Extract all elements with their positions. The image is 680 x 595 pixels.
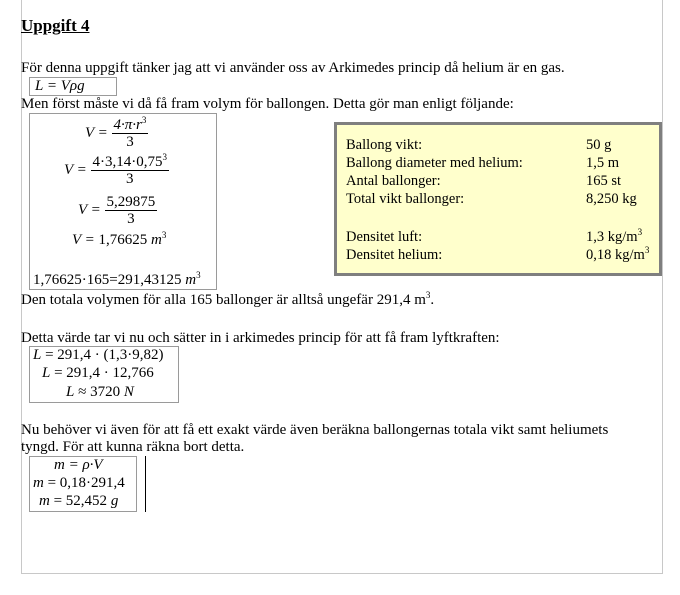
volume-calculation [29, 113, 217, 290]
info-value-helium-density-text: 0,18 kg/m [586, 247, 645, 263]
mass-step-2-expr: = 0,18·291,4 [47, 475, 125, 491]
mass-step-2: m = 0,18·291,4 [33, 475, 125, 491]
balloon-info-box [334, 122, 662, 276]
volume-step-1: V = $\frac{4\cdot\pi\cdot r^3}{3}$ [85, 115, 147, 150]
volume-total-expression: 1,76625·165=291,43125 [33, 272, 182, 288]
mass-step-1-expr: = ρ·V [68, 457, 103, 473]
mass-step-3-expr: = 52,452 [53, 493, 108, 509]
text-cursor [145, 456, 146, 512]
info-value-air-density-text: 1,3 kg/m [586, 229, 638, 245]
mass-step-1: m = ρ·V [54, 457, 103, 473]
volume-step-2-numerator: 4·3,14·0,75 [92, 154, 163, 170]
mass-unit: g [110, 493, 119, 509]
info-label-balloon-count: Antal ballonger: [346, 173, 441, 189]
lift-step-3-value: ≈ 3720 [78, 384, 121, 400]
mass-intro-line-2: tyngd. För att kunna räkna bort detta. [21, 439, 245, 455]
page-heading: Uppgift 4 [21, 16, 90, 35]
info-label-helium-density: Densitet helium: [346, 247, 443, 263]
volume-step-2-denominator: 3 [126, 171, 134, 187]
lift-step-1: L = 291,4 · (1,3·9,82) [33, 347, 164, 363]
info-label-total-weight: Total vikt ballonger: [346, 191, 465, 207]
info-value-balloon-diameter: 1,5 m [586, 155, 620, 171]
mass-intro-line-1: Nu behöver vi även för att få ett exakt värde även beräkna ballongernas totala vikt samt heliumets [21, 422, 609, 438]
volume-unit: m [151, 232, 162, 248]
formula-lhs: L [35, 78, 44, 94]
lift-step-2-expr: = 291,4 · 12,766 [54, 365, 154, 381]
lift-step-3: L ≈ 3720 N [66, 384, 134, 400]
volume-step-4-value: 1,76625 [98, 232, 148, 248]
info-value-balloon-count: 165 st [586, 173, 622, 189]
volume-summary-text: Den totala volymen för alla 165 ballonger är alltså ungefär 291,4 m [21, 292, 426, 308]
lift-step-1-expr: = 291,4 · (1,3·9,82) [45, 347, 164, 363]
volume-step-3-numerator: 5,29875 [106, 194, 156, 210]
info-value-air-density: 1,3 $kg/m^3$ [586, 227, 643, 245]
volume-total-unit: m [185, 272, 197, 288]
volume-summary-paragraph: Den totala volymen för alla 165 ballonger är alltså ungefär 291,4 $m^3$. [21, 290, 435, 308]
lift-intro-paragraph: Detta värde tar vi nu och sätter in i arkimedes princip för att få fram lyftkraften: [21, 330, 500, 346]
volume-step-1-numerator: 4·π·r [113, 117, 142, 133]
volume-step-2: V = $\frac{4\cdot 3,14\cdot 0,75^3}{3}$ [64, 152, 168, 187]
volume-step-4: V = 1,76625 $m^3$ [72, 230, 167, 248]
info-label-balloon-weight: Ballong vikt: [346, 137, 423, 153]
formula-rhs: Vρg [60, 78, 85, 94]
intro-paragraph: För denna uppgift tänker jag att vi använder oss av Arkimedes princip då helium är en gas. [21, 60, 565, 76]
info-value-balloon-weight: 50 g [586, 137, 612, 153]
info-label-balloon-diameter: Ballong diameter med helium: [346, 155, 523, 171]
lift-unit: N [123, 384, 134, 400]
info-value-total-weight: 8,250 kg [586, 191, 637, 207]
lift-step-2: L = 291,4 · 12,766 [42, 365, 154, 381]
mass-calculation [29, 456, 137, 512]
volume-step-1-denominator: 3 [126, 134, 134, 150]
formula-archimedes: L = Vρg [29, 77, 117, 96]
volume-intro-paragraph: Men först måste vi då få fram volym för ballongen. Detta gör man enligt följande: [21, 96, 514, 112]
lift-calculation [29, 346, 179, 403]
volume-step-3: V = $\frac{5,29875}{3}$ [78, 194, 156, 227]
volume-total-calc: 1,76625·165=291,43125 $m^3$ [33, 270, 201, 288]
info-label-air-density: Densitet luft: [346, 229, 423, 245]
mass-step-3: m = 52,452 g [39, 493, 119, 509]
info-value-helium-density: 0,18 $kg/m^3$ [586, 245, 650, 263]
volume-step-3-denominator: 3 [127, 211, 135, 227]
